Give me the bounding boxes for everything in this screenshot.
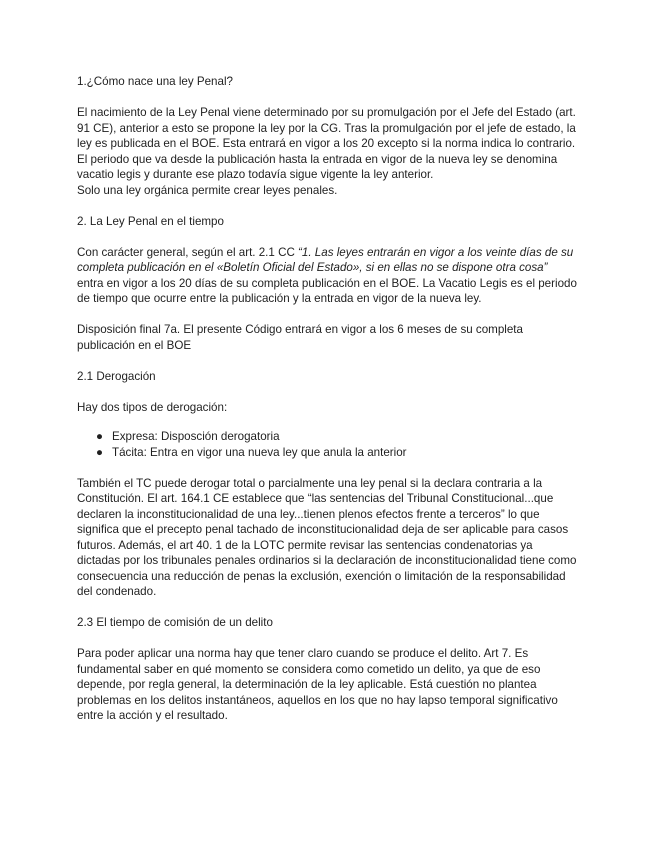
text-continuation: entra en vigor a los 20 días de su completa publicación en el BOE. La Vacatio Legis es el periodo de tiempo que ocurre entre la publicación y la entrada en vigor de la nueva ley. (77, 276, 577, 305)
section-heading-2-1: 2.1 Derogación (77, 369, 156, 383)
paragraph-tipos-derogacion: Hay dos tipos de derogación: (77, 400, 228, 414)
paragraph-ley-organica: Solo una ley orgánica permite crear leyes penales. (77, 183, 338, 197)
paragraph-disposicion-final: Disposición final 7a. El presente Código entrará en vigor a los 6 meses de su completa publicación en el BOE (77, 323, 523, 352)
paragraph-tiempo-comision: Para poder aplicar una norma hay que tener claro cuando se produce el delito. Art 7. Es fundamental saber en qué momento se considera como cometido un delito, ya que de eso depende, por regla general, la determinación de la ley aplicable. Está cuestión no plantea problemas en los delitos instantáneos, aquellos en los que no hay lapso temporal significativo entre la acción y el resultado. (77, 647, 558, 722)
paragraph-tribunal-constitucional: También el TC puede derogar total o parcialmente una ley penal si la declara contraria a la Constitución. El art. 164.1 CE establece que “las sentencias del Tribunal Constitucional...que declaren la inconstitucionalidad de una ley...tienen plenos efectos frente a terceros” lo que significa que el precepto penal tachado de inconstitucionalidad deja de ser aplicable para casos futuros. Además, el art 40. 1 de la LOTC permite revisar las sentencias condenatorias ya dictadas por los tribunales penales ordinarios si la declaración de inconstitucionalidad tiene como consecuencia una reducción de penas la exclusión, exención o limitación de la responsabilidad del condenado. (77, 476, 577, 598)
bullet-icon: ● (96, 430, 104, 443)
section-heading-1: 1.¿Cómo nace una ley Penal? (77, 75, 233, 88)
section-heading-2-3: 2.3 El tiempo de comisión de un delito (77, 616, 273, 629)
text-intro: Con carácter general, según el art. 2.1 CC (77, 245, 299, 259)
section-heading-2: 2. La Ley Penal en el tiempo (77, 214, 224, 228)
paragraph-caracter-general (77, 245, 577, 307)
bullet-icon: ● (96, 445, 104, 459)
quote-art-2-1-cc: “1. Las leyes entrarán en vigor a los veinte días de su completa publicación en el «Boletín Oficial del Estado», si en ellas no se dispone otra cosa” (77, 245, 574, 274)
list-item (77, 445, 577, 461)
list-item-text: Tácita: Entra en vigor una nueva ley que anula la anterior (112, 445, 407, 459)
document-page (77, 74, 577, 724)
list-item-text: Expresa: Disposción derogatoria (112, 430, 280, 443)
derogation-list (77, 429, 577, 460)
paragraph-ley-penal-nacimiento: El nacimiento de la Ley Penal viene determinado por su promulgación por el Jefe del Estado (art. 91 CE), anterior a esto se propone la ley por la CG. Tras la promulgación por el jefe de estado, la ley es publicada en el BOE. Esta entrará en vigor a los 20 excepto si la norma indica lo contrario. El periodo que va desde la publicación hasta la entrada en vigor de la nueva ley se denomina vacatio legis y durante ese plazo todavía sigue vigente la ley anterior. (77, 106, 576, 181)
list-item (77, 429, 577, 445)
